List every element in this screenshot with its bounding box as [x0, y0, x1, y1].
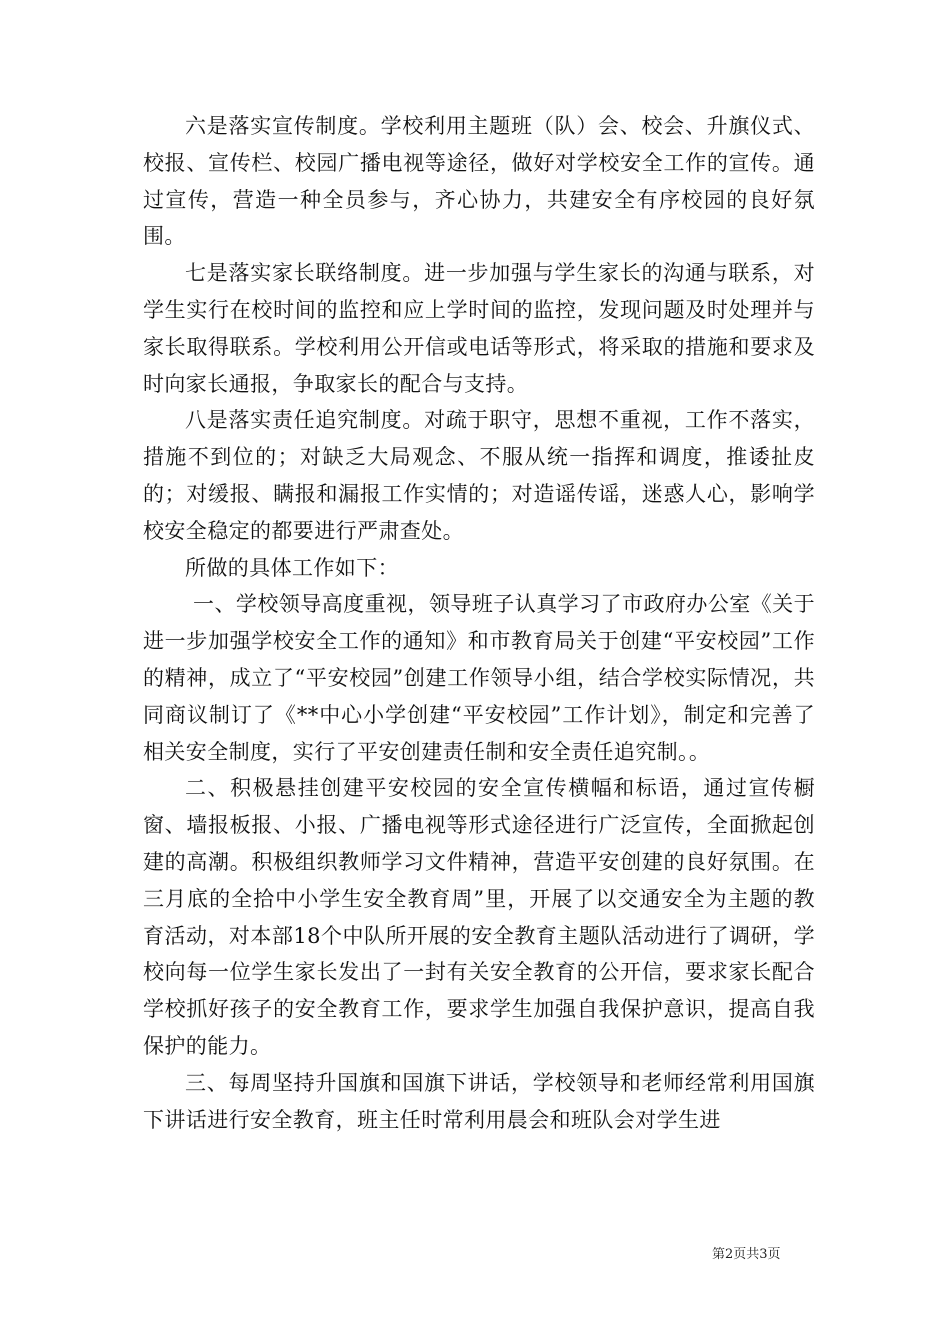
paragraph-item-2: 二、积极悬挂创建平安校园的安全宣传横幅和标语，通过宣传橱窗、墙报板报、小报、广播电视等形式途径进行广泛宣传，全面掀起创建的高潮。积极组织教师学习文件精神，营造平安创建的良好氛围。在三月底的全拾中小学生安全教育周”里，开展了以交通安全为主题的教育活动，对本部18个中队所开展的安全教育主题队活动进行了调研，学校向每一位学生家长发出了一封有关安全教育的公开信，要求家长配合学校抓好孩子的安全教育工作，要求学生加强自我保护意识，提高自我保护的能力。 — [143, 776, 815, 1058]
page-number-footer: 第2页共3页 — [712, 1247, 781, 1262]
paragraph-item-3: 三、每周坚持升国旗和国旗下讲话，学校领导和老师经常利用国旗下讲话进行安全教育，班主任时常利用晨会和班队会对学生进 — [143, 1070, 815, 1132]
document-body — [143, 108, 815, 1138]
paragraph-item-1: 一、学校领导高度重视，领导班子认真学习了市政府办公室《关于进一步加强学校安全工作的通知》和市教育局关于创建“平安校园”工作的精神，成立了“平安校园”创建工作领导小组，结合学校实际情况，共同商议制订了《**中心小学创建“平安校园”工作计划》，制定和完善了相关安全制度，实行了平安创建责任制和安全责任追究制。。 — [143, 592, 815, 764]
paragraph-7-parent-contact: 七是落实家长联络制度。进一步加强与学生家长的沟通与联系，对学生实行在校时间的监控和应上学时间的监控，发现问题及时处理并与家长取得联系。学校利用公开信或电话等形式，将采取的措施和要求及时向家长通报，争取家长的配合与支持。 — [143, 261, 815, 396]
paragraph-work-intro: 所做的具体工作如下： — [185, 555, 399, 580]
paragraph-6-publicity: 六是落实宣传制度。学校利用主题班（队）会、校会、升旗仪式、校报、宣传栏、校园广播电视等途径，做好对学校安全工作的宣传。通过宣传，营造一种全员参与，齐心协力，共建安全有序校园的良好氛围。 — [143, 114, 815, 249]
paragraph-8-accountability: 八是落实责任追究制度。对疏于职守，思想不重视，工作不落实，措施不到位的；对缺乏大局观念、不服从统一指挥和调度，推诿扯皮的；对缓报、瞒报和漏报工作实情的；对造谣传谣，迷惑人心，影响学校安全稳定的都要进行严肃查处。 — [143, 408, 815, 543]
